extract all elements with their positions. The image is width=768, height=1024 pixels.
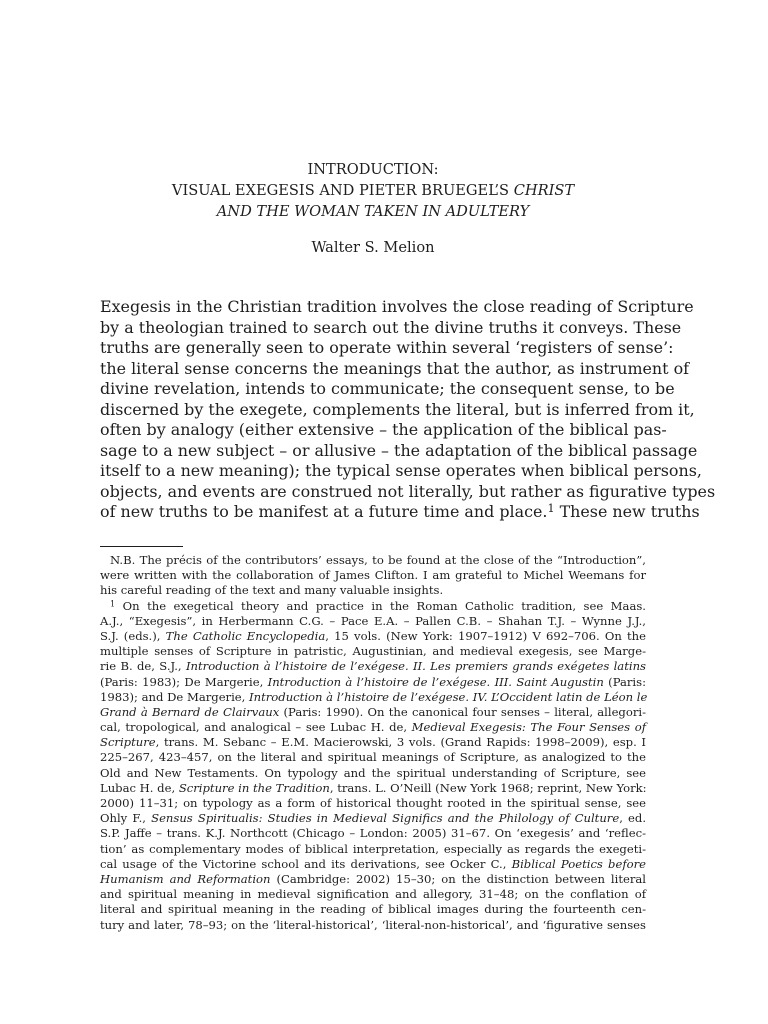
footnote-title: Introduction à l’histoire de l’exégese. II. Les premiers grands exégetes latins: [185, 659, 647, 674]
title-line-2-italic: CHRIST: [513, 182, 575, 199]
footnote-1-line: [100, 781, 646, 796]
footnote-reference[interactable]: 1: [547, 502, 555, 515]
title-line-2-text: VISUAL EXEGESIS AND PIETER BRUEGEL’S: [171, 182, 514, 199]
footnote-1-line: A.J., “Exegesis”, in Herbermann C.G. – Pace E.A. – Pallen C.B. – Shahan T.J. – Wynne J.J.,: [100, 613, 646, 628]
footnote-text: (Cambridge: 2002) 15–30; on the distinction between literal: [270, 871, 646, 886]
title-line-1: INTRODUCTION:: [307, 161, 439, 178]
footnote-text: , ed.: [619, 811, 647, 826]
footnote-title: Medieval Exegesis: The Four Senses of: [411, 720, 646, 735]
footnote-1-line: tion’ as complementary modes of biblical interpretation, especially as regards the exegeti-: [100, 841, 646, 856]
footnote-text: On the exegetical theory and practice in the Roman Catholic tradition, see Maas.: [115, 598, 646, 613]
footnote-nb-line: were written with the collaboration of James Clifton. I am grateful to Michel Weemans for: [100, 568, 646, 583]
footnote-1-line: [100, 675, 646, 690]
title-line-3-italic: AND THE WOMAN TAKEN IN ADULTERY: [216, 203, 530, 220]
footnote-text: rie B. de, S.J.,: [100, 659, 186, 674]
body-line: [100, 502, 700, 523]
body-line: by a theologian trained to search out the divine truths it conveys. These: [100, 317, 682, 337]
footnote-1-line: [100, 599, 646, 614]
footnote-text: (Paris:: [603, 674, 646, 689]
body-line: Exegesis in the Christian tradition involves the close reading of Scripture: [100, 297, 694, 316]
footnote-title: Humanism and Reformation: [100, 871, 271, 886]
footnote-1-line: [100, 872, 646, 887]
footnote-title: Scripture: [100, 735, 156, 750]
footnote-1-line: 2000) 11–31; on typology as a form of historical thought rooted in the spiritual sense, see: [100, 796, 646, 810]
footnote-1-line: [100, 705, 646, 720]
title-line-3: [100, 201, 646, 222]
footnote-text: S.J. (eds.),: [100, 628, 166, 643]
title-line-2: [100, 180, 646, 201]
footnote-1-line: [100, 629, 646, 644]
author-name: Walter S. Melion: [311, 239, 435, 256]
footnote-title: Sensus Spiritualis: Studies in Medieval Significs and the Philology of Culture: [151, 811, 620, 826]
footnote-1-line: S.P. Jaffe – trans. K.J. Northcott (Chicago – London: 2005) 31–67. On ‘exegesis’ and ‘reflec-: [100, 826, 646, 841]
footnote-separator: [100, 546, 183, 547]
footnotes: [100, 553, 646, 933]
footnote-text: Lubac H. de,: [100, 780, 179, 795]
body-line-text: These new truths: [554, 502, 700, 521]
footnote-text: , trans. M. Sebanc – E.M. Macierowski, 3 vols. (Grand Rapids: 1998–2009), esp. I: [155, 735, 646, 750]
footnote-1-line: tury and later, 78–93; on the ‘literal-historical’, ‘literal-non-historical’, and ‘figurative senses: [100, 917, 646, 932]
footnote-text: Ohly F.,: [100, 811, 152, 826]
footnote-title: Introduction à l’histoire de l’exégese. III. Saint Augustin: [267, 674, 604, 689]
footnote-1-line: [100, 659, 646, 674]
body-line: truths are generally seen to operate within several ‘registers of sense’:: [100, 338, 674, 357]
footnote-nb-line: his careful reading of the text and many valuable insights.: [100, 583, 444, 598]
footnote-1-line: [100, 811, 646, 826]
body-line: sage to a new subject – or allusive – the adaptation of the biblical passage: [100, 440, 698, 460]
footnote-title: Introduction à l’histoire de l’exégese. IV. L’Occident latin de Léon le: [249, 689, 648, 704]
footnote-text: 1983); and De Margerie,: [100, 689, 250, 704]
footnote-nb-line: N.B. The précis of the contributors’ essays, to be found at the close of the “Introduction”,: [110, 553, 646, 567]
body-paragraph: [100, 297, 716, 523]
footnote-1-number: 1: [110, 597, 116, 608]
body-line: often by analogy (either extensive – the application of the biblical pas-: [100, 420, 667, 439]
footnote-text: , 15 vols. (New York: 1907–1912) V 692–706. On the: [325, 628, 647, 643]
footnote-1-line: literal and spiritual meaning in the reading of biblical images during the fourteenth cen-: [100, 902, 646, 917]
footnote-1-line: and spiritual meaning in medieval signification and allegory, 31–48; on the conflation of: [100, 887, 646, 902]
footnote-title: The Catholic Encyclopedia: [165, 628, 326, 643]
footnote-text: cal, tropological, and analogical – see Lubac H. de,: [100, 720, 412, 735]
footnote-1-line: multiple senses of Scripture in patristic, Augustinian, and medieval exegesis, see Marge-: [100, 644, 646, 659]
body-line: discerned by the exegete, complements the literal, but is inferred from it,: [100, 399, 695, 419]
footnote-1-line: 225–267, 423–457, on the literal and spiritual meanings of Scripture, as analogized to the: [100, 750, 646, 765]
footnote-text: (Paris: 1990). On the canonical four senses – literal, allegori-: [279, 704, 647, 719]
footnote-1-line: [100, 690, 646, 705]
footnote-text: (Paris: 1983); De Margerie,: [100, 674, 268, 689]
footnote-text: , trans. L. O’Neill (New York 1968; reprint, New York:: [329, 780, 647, 795]
footnote-1-line: Old and New Testaments. On typology and the spiritual understanding of Scripture, see: [100, 765, 646, 780]
footnote-1-line: [100, 720, 646, 735]
body-line: divine revelation, intends to communicate; the consequent sense, to be: [100, 379, 675, 398]
body-line: itself to a new meaning); the typical sense operates when biblical persons,: [100, 461, 702, 480]
body-line-text: of new truths to be manifest at a future time and place.: [100, 502, 548, 521]
footnote-text: cal usage of the Victorine school and its derivations, see Ocker C.,: [100, 856, 512, 871]
footnote-title: Scripture in the Tradition: [178, 780, 330, 795]
footnote-1-line: [100, 735, 646, 750]
body-line: the literal sense concerns the meanings that the author, as instrument of: [100, 358, 690, 378]
footnote-title: Grand à Bernard de Clairvaux: [100, 704, 280, 719]
body-line: objects, and events are construed not literally, but rather as figurative types: [100, 481, 716, 501]
footnote-1-line: [100, 857, 646, 872]
footnote-title: Biblical Poetics before: [511, 856, 646, 871]
chapter-title: [100, 159, 646, 222]
